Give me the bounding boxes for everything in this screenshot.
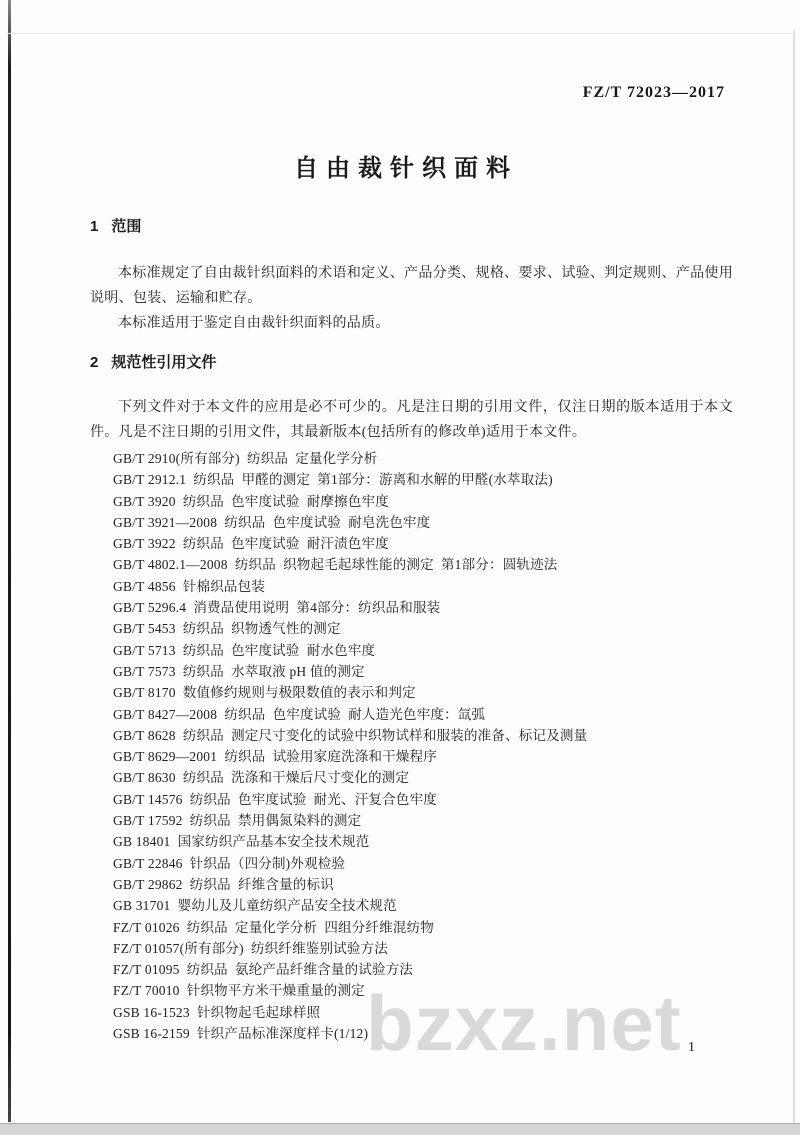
reference-item: GB/T 8170 数值修约规则与极限数值的表示和判定 xyxy=(113,685,416,701)
section-1-heading xyxy=(90,218,733,235)
reference-item: GB/T 4856 针棉织品包装 xyxy=(113,578,266,594)
standard-code: FZ/T 72023—2017 xyxy=(582,84,725,101)
reference-item: GB/T 5713 纺织品 色牢度试验 耐水色牢度 xyxy=(113,642,376,658)
reference-item: FZ/T 01095 纺织品 氨纶产品纤维含量的试验方法 xyxy=(113,962,414,978)
section-1-number: 1 xyxy=(90,218,99,235)
reference-item: FZ/T 01026 纺织品 定量化学分析 四组分纤维混纺物 xyxy=(113,919,434,935)
reference-item: GB/T 8630 纺织品 洗涤和干燥后尺寸变化的测定 xyxy=(113,770,410,786)
reference-item: GB/T 5453 纺织品 织物透气性的测定 xyxy=(113,621,341,637)
normative-references-list xyxy=(90,448,733,1044)
reference-item: GB/T 7573 纺织品 水萃取液 pH 值的测定 xyxy=(113,663,365,679)
reference-item: GB/T 17592 纺织品 禁用偶氮染料的测定 xyxy=(113,813,362,829)
section-1-title: 范围 xyxy=(111,218,142,235)
section-2-title: 规范性引用文件 xyxy=(111,354,217,371)
reference-item: FZ/T 70010 针织物平方米干燥重量的测定 xyxy=(113,983,365,999)
reference-item: GB/T 14576 纺织品 色牢度试验 耐光、汗复合色牢度 xyxy=(113,791,437,807)
reference-item: GB/T 29862 纺织品 纤维含量的标识 xyxy=(113,876,334,892)
reference-item: GB/T 8628 纺织品 测定尺寸变化的试验中织物试样和服装的准备、标记及测量 xyxy=(113,727,588,743)
reference-item: GB/T 5296.4 消费品使用说明 第4部分：纺织品和服装 xyxy=(113,600,441,616)
scope-paragraph-1: 本标准规定了自由裁针织面料的术语和定义、产品分类、规格、要求、试验、判定规则、产品使用说明、包装、运输和贮存。 xyxy=(90,266,733,306)
scope-paragraph-2: 本标准适用于鉴定自由裁针织面料的品质。 xyxy=(118,316,390,331)
reference-item: GB/T 2910(所有部分) 纺织品 定量化学分析 xyxy=(113,451,378,466)
page-number: 1 xyxy=(688,1040,695,1055)
reference-item: GB/T 22846 针织品（四分制)外观检验 xyxy=(113,855,346,871)
normative-references-intro: 下列文件对于本文件的应用是必不可少的。凡是注日期的引用文件，仅注日期的版本适用于本文件。凡是不注日期的引用文件，其最新版本(包括所有的修改单)适用于本文件。 xyxy=(90,400,733,440)
scan-edge-bottom-band xyxy=(0,1123,800,1135)
reference-item: GB/T 3920 纺织品 色牢度试验 耐摩擦色牢度 xyxy=(113,493,389,509)
reference-item: GB/T 8629—2001 纺织品 试验用家庭洗涤和干燥程序 xyxy=(113,749,437,765)
reference-item: GB/T 2912.1 纺织品 甲醛的测定 第1部分：游离和水解的甲醛(水萃取法) xyxy=(113,472,553,488)
reference-item: FZ/T 01057(所有部分) 纺织纤维鉴别试验方法 xyxy=(113,940,388,956)
reference-item: GB/T 4802.1—2008 纺织品 织物起毛起球性能的测定 第1部分：圆轨迹法 xyxy=(113,557,558,573)
reference-item: GB 18401 国家纺织产品基本安全技术规范 xyxy=(113,834,370,850)
document-title: 自由裁针织面料 xyxy=(294,155,518,182)
reference-item: GSB 16-1523 针织物起毛起球样照 xyxy=(113,1004,321,1020)
reference-item: GB/T 3921—2008 纺织品 色牢度试验 耐皂洗色牢度 xyxy=(113,514,431,530)
scan-edge-right-line xyxy=(793,30,795,1123)
reference-item: GB 31701 婴幼儿及儿童纺织产品安全技术规范 xyxy=(113,898,397,914)
reference-item: GB/T 3922 纺织品 色牢度试验 耐汗渍色牢度 xyxy=(113,536,389,552)
reference-item: GB/T 8427—2008 纺织品 色牢度试验 耐人造光色牢度：氙弧 xyxy=(113,706,486,722)
watermark: bzxz.net xyxy=(366,979,682,1067)
section-2-number: 2 xyxy=(90,354,99,371)
document-body xyxy=(90,0,733,1044)
section-2-heading xyxy=(90,354,733,371)
reference-item: GSB 16-2159 针织产品标准深度样卡(1/12) xyxy=(113,1026,369,1042)
